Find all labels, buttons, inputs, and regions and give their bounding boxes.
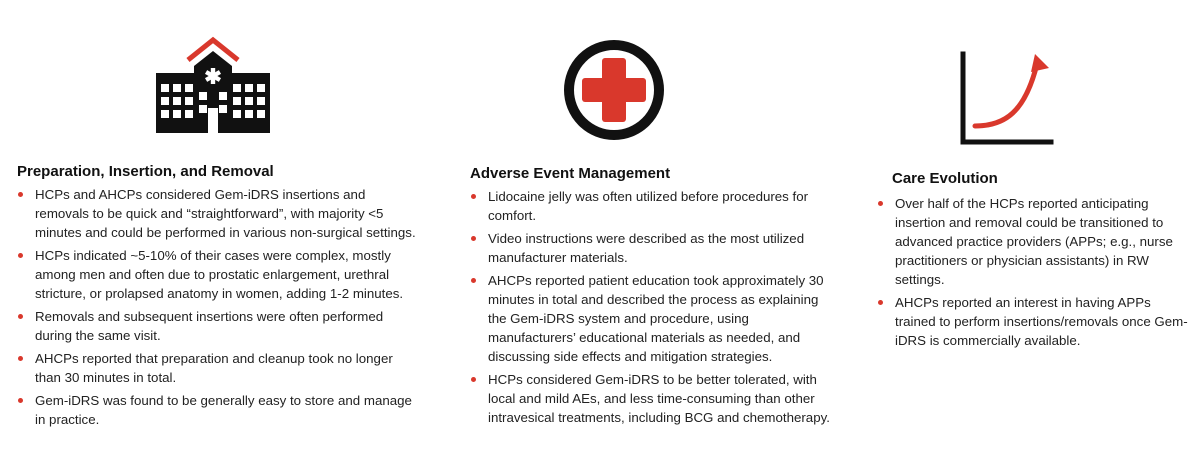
list-item: Gem-iDRS was found to be generally easy to store and manage in practice. xyxy=(17,391,422,429)
list-item: Lidocaine jelly was often utilized before procedures for comfort. xyxy=(470,187,830,225)
bullet-list xyxy=(470,187,830,427)
section-title: Preparation, Insertion, and Removal xyxy=(17,163,274,180)
list-item: HCPs considered Gem-iDRS to be better tolerated, with local and mild AEs, and less time-consuming than other intravesical treatments, including BCG and chemotherapy. xyxy=(470,370,830,427)
list-item: AHCPs reported that preparation and cleanup took no longer than 30 minutes in total. xyxy=(17,349,422,387)
column-adverse-events xyxy=(470,165,830,431)
list-item: AHCPs reported patient education took approximately 30 minutes in total and described the process as explaining the Gem-iDRS system and procedure, using manufacturers’ educational materials as needed, and discussing side effects and mitigation strategies. xyxy=(470,271,830,366)
growth-curve-icon xyxy=(955,50,1055,150)
hospital-icon xyxy=(150,36,276,136)
bullet-list xyxy=(17,185,422,429)
section-title: Adverse Event Management xyxy=(470,165,671,182)
list-item: Removals and subsequent insertions were often performed during the same visit. xyxy=(17,307,422,345)
list-item: HCPs indicated ~5-10% of their cases were complex, mostly among men and often due to prostatic enlargement, urethral stricture, or prolapsed anatomy in women, adding 1-2 minutes. xyxy=(17,246,422,303)
bullet-list xyxy=(877,194,1195,350)
list-item: HCPs and AHCPs considered Gem-iDRS insertions and removals to be quick and “straightforward”, with majority <5 minutes and could be performed in various non-surgical settings. xyxy=(17,185,422,242)
medical-cross-icon xyxy=(562,38,666,142)
list-item: AHCPs reported an interest in having APPs trained to perform insertions/removals once Gem-iDRS is commercially available. xyxy=(877,293,1195,350)
column-preparation xyxy=(17,163,422,433)
list-item: Over half of the HCPs reported anticipating insertion and removal could be transitioned to advanced practice providers (APPs; e.g., nurse practitioners or physician assistants) in RW settings. xyxy=(877,194,1195,289)
list-item: Video instructions were described as the most utilized manufacturer materials. xyxy=(470,229,830,267)
section-title: Care Evolution xyxy=(892,170,998,187)
column-care-evolution xyxy=(877,170,1195,354)
